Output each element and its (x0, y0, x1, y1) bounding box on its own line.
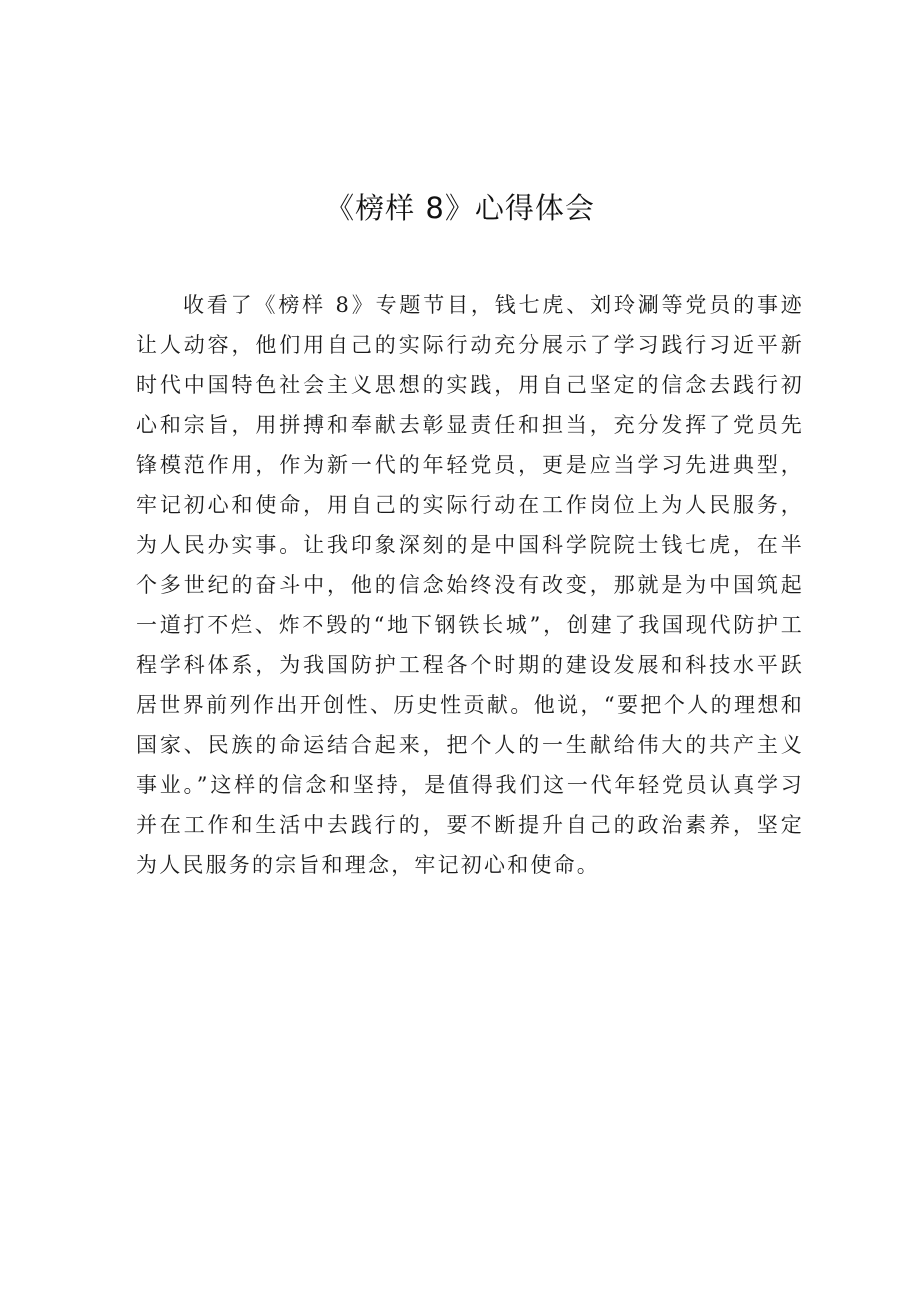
document-title: 《榜样 8》心得体会 (325, 191, 595, 225)
body-paragraph: 收看了《榜样 8》专题节目，钱七虎、刘玲涮等党员的事迹让人动容，他们用自己的实际行动充分展示了学习践行习近平新时代中国特色社会主义思想的实践，用自己坚定的信念去践行初心和宗旨，用拼搏和奉献去彰显责任和担当，充分发挥了党员先锋模范作用，作为新一代的年轻党员，更是应当学习先进典型，牢记初心和使命，用自己的实际行动在工作岗位上为人民服务，为人民办实事。让我印象深刻的是中国科学院院士钱七虎，在半个多世纪的奋斗中，他的信念始终没有改变，那就是为中国筑起一道打不烂、炸不毁的“地下钢铁长城”，创建了我国现代防护工程学科体系，为我国防护工程各个时期的建设发展和科技水平跃居世界前列作出开创性、历史性贡献。他说，“要把个人的理想和国家、民族的命运结合起来，把个人的一生献给伟大的共产主义事业。”这样的信念和坚持，是值得我们这一代年轻党员认真学习并在工作和生活中去践行的，要不断提升自己的政治素养，坚定为人民服务的宗旨和理念，牢记初心和使命。 (136, 293, 804, 877)
